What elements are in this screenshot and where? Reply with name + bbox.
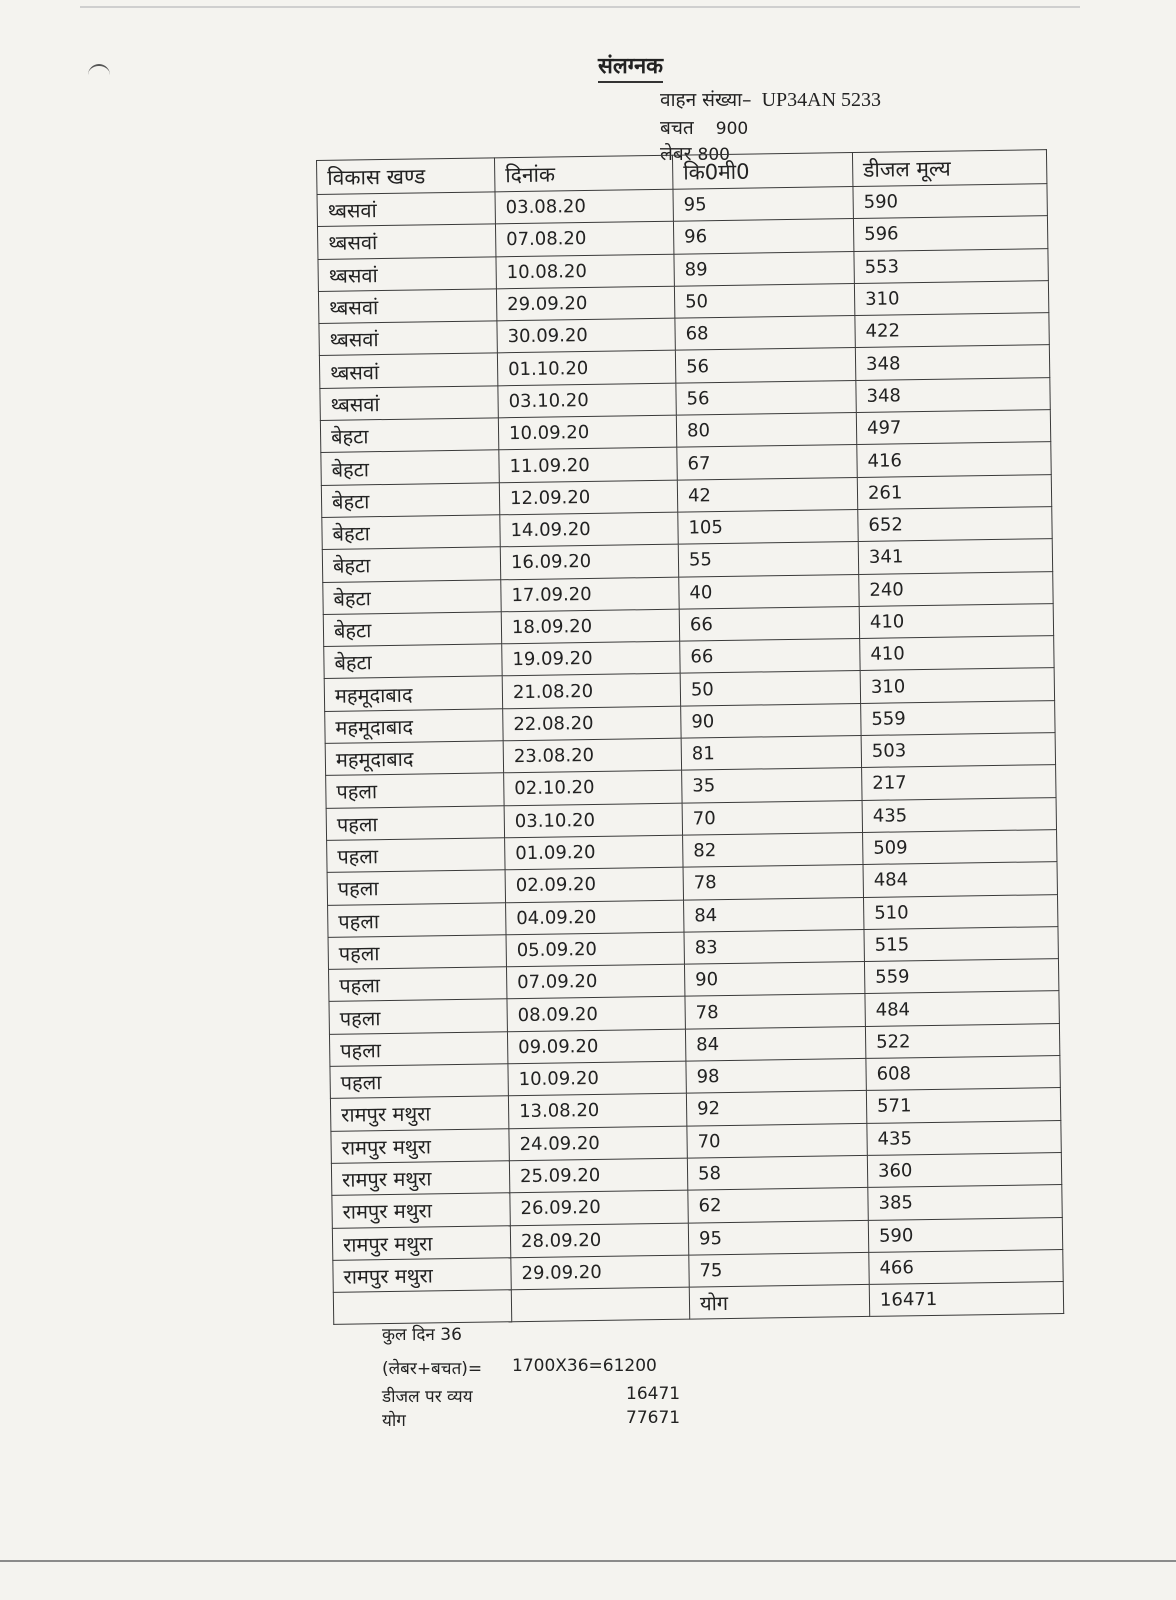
cell-diesel-price: 652 xyxy=(858,507,1052,542)
cell-date: 07.08.20 xyxy=(495,222,673,257)
summary-labour-savings xyxy=(382,1356,657,1379)
cell-date: 22.08.20 xyxy=(503,706,681,741)
cell-block: रामपुर मथुरा xyxy=(331,1128,509,1163)
cell-date: 10.09.20 xyxy=(498,415,676,450)
cell-diesel-price: 590 xyxy=(868,1217,1062,1252)
cell-km: 95 xyxy=(673,187,853,222)
cell-date: 10.08.20 xyxy=(496,254,674,289)
cell-block: थ्बसवां xyxy=(320,386,498,421)
cell-block: बेहटा xyxy=(323,579,501,614)
cell-date: 01.09.20 xyxy=(505,835,683,870)
cell-km: 84 xyxy=(685,1026,865,1061)
cell-diesel-price: 571 xyxy=(866,1088,1060,1123)
cell-block: महमूदाबाद xyxy=(325,741,503,776)
cell-km: 70 xyxy=(682,800,862,835)
total-empty-cell xyxy=(511,1287,689,1322)
cell-block: महमूदाबाद xyxy=(325,709,503,744)
cell-diesel-price: 310 xyxy=(854,281,1048,316)
cell-block: पहला xyxy=(328,935,506,970)
cell-block: रामपुर मथुरा xyxy=(330,1096,508,1131)
cell-diesel-price: 422 xyxy=(855,313,1049,348)
cell-date: 07.09.20 xyxy=(506,964,684,999)
cell-date: 17.09.20 xyxy=(501,577,679,612)
scan-edge-top xyxy=(80,6,1080,8)
cell-diesel-price: 503 xyxy=(861,733,1055,768)
cell-date: 08.09.20 xyxy=(507,997,685,1032)
table-body xyxy=(317,184,1063,1293)
savings-line xyxy=(660,114,748,140)
header-date: दिनांक xyxy=(494,155,672,192)
cell-km: 50 xyxy=(674,283,854,318)
cell-date: 18.09.20 xyxy=(501,609,679,644)
cell-km: 84 xyxy=(684,897,864,932)
cell-diesel-price: 435 xyxy=(867,1120,1061,1155)
cell-date: 03.10.20 xyxy=(504,803,682,838)
cell-km: 81 xyxy=(681,736,861,771)
cell-block: पहला xyxy=(326,773,504,808)
cell-date: 02.09.20 xyxy=(505,867,683,902)
summary-labour-savings-value: 1700X36=61200 xyxy=(512,1356,657,1376)
cell-km: 80 xyxy=(676,413,856,448)
cell-block: बेहटा xyxy=(321,450,499,485)
cell-date: 03.08.20 xyxy=(495,189,673,224)
cell-diesel-price: 509 xyxy=(863,830,1057,865)
cell-date: 12.09.20 xyxy=(499,480,677,515)
total-label: योग xyxy=(689,1285,869,1320)
document-title: संलग्नक xyxy=(598,50,663,83)
summary-labour-savings-label: (लेबर+बचत)= xyxy=(382,1359,483,1379)
cell-km: 42 xyxy=(677,477,857,512)
cell-block: पहला xyxy=(328,902,506,937)
summary-grand-total-value: 77671 xyxy=(626,1408,681,1428)
cell-km: 82 xyxy=(683,832,863,867)
cell-diesel-price: 410 xyxy=(859,603,1053,638)
cell-km: 83 xyxy=(684,929,864,964)
cell-diesel-price: 497 xyxy=(856,410,1050,445)
cell-date: 28.09.20 xyxy=(510,1223,688,1258)
cell-date: 29.09.20 xyxy=(496,286,674,321)
cell-km: 66 xyxy=(680,639,860,674)
cell-date: 19.09.20 xyxy=(502,641,680,676)
cell-block: पहला xyxy=(329,1031,507,1066)
cell-km: 78 xyxy=(683,865,863,900)
cell-km: 98 xyxy=(686,1058,866,1093)
cell-date: 10.09.20 xyxy=(508,1061,686,1096)
cell-date: 26.09.20 xyxy=(510,1190,688,1225)
vehicle-number: UP34AN 5233 xyxy=(761,89,882,111)
cell-diesel-price: 596 xyxy=(853,216,1047,251)
cell-diesel-price: 360 xyxy=(867,1152,1061,1187)
cell-block: पहला xyxy=(330,1064,508,1099)
cell-block: रामपुर मथुरा xyxy=(332,1225,510,1260)
cell-date: 13.08.20 xyxy=(508,1093,686,1128)
cell-diesel-price: 310 xyxy=(860,668,1054,703)
cell-date: 11.09.20 xyxy=(499,448,677,483)
cell-diesel-price: 341 xyxy=(858,539,1052,574)
cell-km: 75 xyxy=(689,1252,869,1287)
cell-date: 09.09.20 xyxy=(507,1029,685,1064)
cell-km: 50 xyxy=(680,671,860,706)
vehicle-line xyxy=(660,86,881,112)
cell-km: 90 xyxy=(684,962,864,997)
punch-hole-mark xyxy=(88,64,110,76)
cell-diesel-price: 484 xyxy=(865,991,1059,1026)
summary-diesel-expense-label: डीजल पर व्यय xyxy=(382,1387,473,1407)
cell-diesel-price: 484 xyxy=(863,862,1057,897)
cell-block: बेहटा xyxy=(321,482,499,517)
cell-block: थ्बसवां xyxy=(317,224,495,259)
cell-date: 03.10.20 xyxy=(498,383,676,418)
vehicle-label: वाहन संख्या– xyxy=(660,89,752,111)
labour-value: 800 xyxy=(697,145,730,165)
summary-grand-total-label: योग xyxy=(382,1411,406,1431)
cell-block: महमूदाबाद xyxy=(324,676,502,711)
cell-date: 24.09.20 xyxy=(509,1126,687,1161)
cell-block: थ्बसवां xyxy=(318,289,496,324)
total-empty-cell xyxy=(333,1290,511,1325)
cell-diesel-price: 522 xyxy=(865,1023,1059,1058)
cell-diesel-price: 510 xyxy=(863,894,1057,929)
cell-diesel-price: 466 xyxy=(869,1249,1063,1284)
cell-km: 92 xyxy=(686,1091,866,1126)
cell-block: थ्बसवां xyxy=(318,256,496,291)
cell-block: थ्बसवां xyxy=(319,353,497,388)
cell-diesel-price: 515 xyxy=(864,926,1058,961)
cell-km: 95 xyxy=(688,1220,868,1255)
cell-block: बेहटा xyxy=(322,547,500,582)
cell-km: 96 xyxy=(673,219,853,254)
cell-date: 04.09.20 xyxy=(506,900,684,935)
cell-km: 66 xyxy=(679,606,859,641)
savings-value: 900 xyxy=(715,119,749,139)
cell-diesel-price: 217 xyxy=(862,765,1056,800)
labour-label: लेबर xyxy=(660,143,692,165)
summary-diesel-expense xyxy=(382,1384,681,1407)
cell-block: रामपुर मथुरा xyxy=(332,1193,510,1228)
header-diesel-price: डीजल मूल्य xyxy=(852,150,1046,187)
cell-diesel-price: 416 xyxy=(857,442,1051,477)
cell-block: रामपुर मथुरा xyxy=(331,1161,509,1196)
cell-diesel-price: 608 xyxy=(866,1056,1060,1091)
cell-km: 56 xyxy=(675,348,855,383)
cell-block: थ्बसवां xyxy=(317,192,495,227)
cell-block: पहला xyxy=(326,805,504,840)
diesel-ledger-table xyxy=(316,149,1064,1325)
cell-diesel-price: 590 xyxy=(853,184,1047,219)
cell-block: पहला xyxy=(327,838,505,873)
cell-diesel-price: 559 xyxy=(861,700,1055,735)
cell-block: बेहटा xyxy=(323,612,501,647)
cell-date: 02.10.20 xyxy=(504,770,682,805)
cell-date: 23.08.20 xyxy=(503,738,681,773)
cell-date: 05.09.20 xyxy=(506,932,684,967)
cell-km: 70 xyxy=(687,1123,867,1158)
cell-km: 89 xyxy=(674,251,854,286)
header-km: कि0मी0 xyxy=(672,153,852,190)
cell-km: 58 xyxy=(687,1155,867,1190)
cell-block: रामपुर मथुरा xyxy=(333,1258,511,1293)
summary-grand-total xyxy=(382,1408,681,1431)
cell-km: 62 xyxy=(688,1188,868,1223)
summary-total-days: कुल दिन 36 xyxy=(382,1325,462,1345)
cell-block: बेहटा xyxy=(322,515,500,550)
cell-date: 30.09.20 xyxy=(497,318,675,353)
cell-date: 16.09.20 xyxy=(500,544,678,579)
cell-block: थ्बसवां xyxy=(319,321,497,356)
savings-label: बचत xyxy=(660,117,694,139)
cell-block: बेहटा xyxy=(324,644,502,679)
summary-diesel-expense-value: 16471 xyxy=(626,1384,681,1404)
cell-diesel-price: 385 xyxy=(868,1185,1062,1220)
cell-date: 21.08.20 xyxy=(502,674,680,709)
cell-date: 25.09.20 xyxy=(509,1158,687,1193)
cell-km: 90 xyxy=(681,703,861,738)
cell-diesel-price: 261 xyxy=(857,474,1051,509)
cell-diesel-price: 435 xyxy=(862,797,1056,832)
total-value: 16471 xyxy=(869,1282,1063,1317)
cell-km: 105 xyxy=(678,509,858,544)
cell-km: 35 xyxy=(682,768,862,803)
cell-date: 29.09.20 xyxy=(511,1255,689,1290)
cell-km: 56 xyxy=(676,380,856,415)
cell-km: 40 xyxy=(679,574,859,609)
cell-diesel-price: 410 xyxy=(860,636,1054,671)
cell-km: 68 xyxy=(675,316,855,351)
cell-block: पहला xyxy=(327,870,505,905)
cell-km: 67 xyxy=(677,445,857,480)
cell-km: 55 xyxy=(678,542,858,577)
cell-diesel-price: 240 xyxy=(859,571,1053,606)
cell-diesel-price: 348 xyxy=(856,377,1050,412)
scan-edge-bottom xyxy=(0,1560,1176,1562)
cell-diesel-price: 348 xyxy=(855,345,1049,380)
header-block: विकास खण्ड xyxy=(317,158,495,195)
cell-date: 14.09.20 xyxy=(500,512,678,547)
cell-diesel-price: 553 xyxy=(854,248,1048,283)
cell-block: पहला xyxy=(329,999,507,1034)
cell-block: पहला xyxy=(329,967,507,1002)
cell-km: 78 xyxy=(685,994,865,1029)
cell-block: बेहटा xyxy=(320,418,498,453)
cell-date: 01.10.20 xyxy=(497,351,675,386)
cell-diesel-price: 559 xyxy=(864,959,1058,994)
